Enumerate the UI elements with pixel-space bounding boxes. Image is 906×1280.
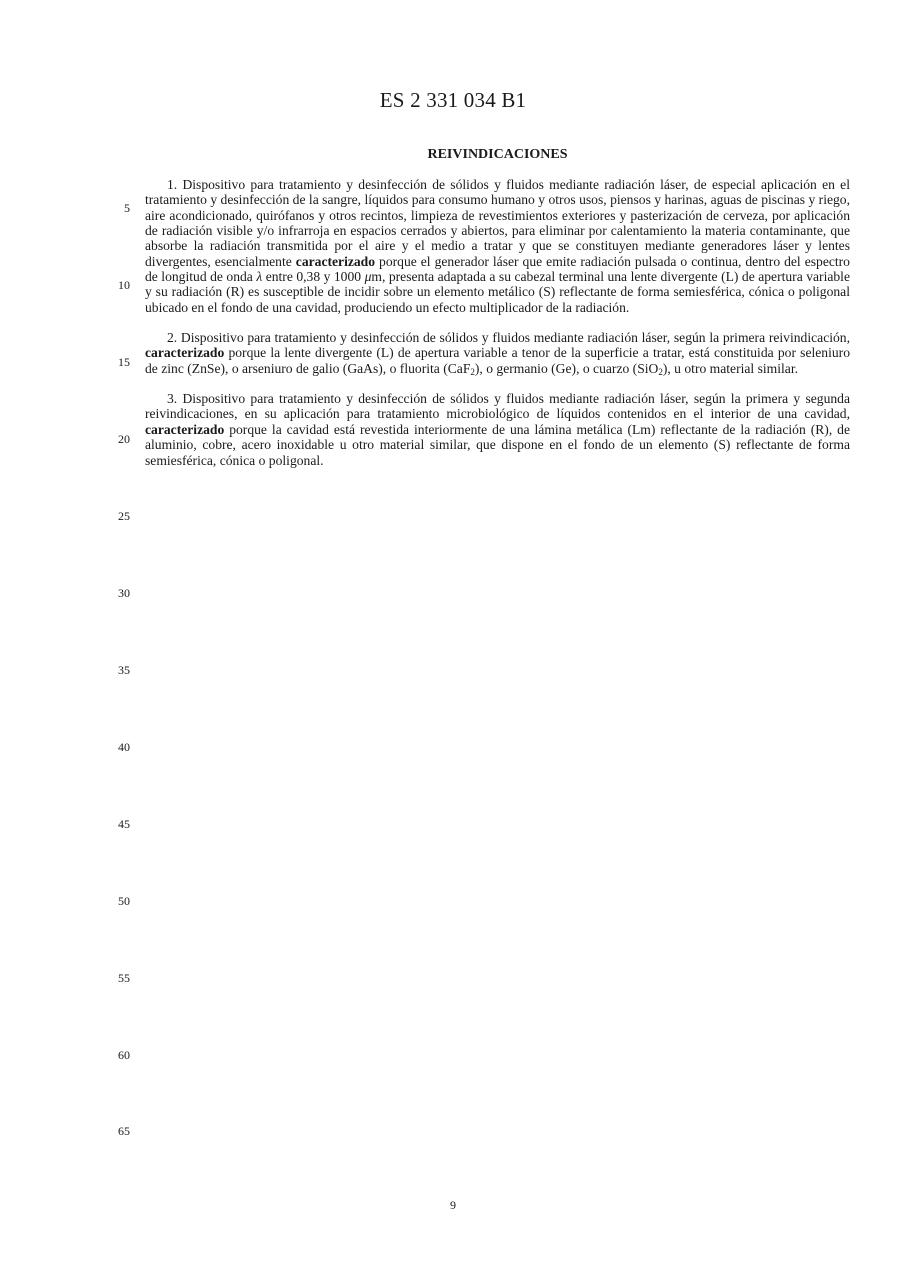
line-number: 10 <box>118 278 130 292</box>
line-number: 50 <box>118 894 130 908</box>
section-title: REIVINDICACIONES <box>427 147 568 162</box>
mu-symbol: μ <box>364 269 372 285</box>
claim-2-text: ), u otro material similar. <box>662 360 799 376</box>
line-number: 45 <box>118 817 130 831</box>
claim-2 <box>145 330 850 376</box>
claim-1 <box>145 177 850 315</box>
claims-body <box>145 177 850 483</box>
page-number: 9 <box>450 1198 456 1212</box>
claim-3-text: porque la cavidad está revestida interiormente de una lámina metálica (Lm) reflectante de la radiación (R), de aluminio, cobre, acero inoxidable u otro material similar, que dispone en el fondo de un elemento (S) reflectante de forma semiesférica, cónica o poligonal. <box>145 421 850 468</box>
claim-2-text: ), o germanio (Ge), o cuarzo (SiO <box>474 360 659 376</box>
claim-1-text: 1. Dispositivo para tratamiento y desinfección de sólidos y fluidos mediante radiación láser, de especial aplicación en el tratamiento y desinfección de la sangre, líquidos para consumo humano y otros usos, piensos y harinas, aguas de piscinas y riego, aire acondicionado, quirófanos y otros recintos, limpieza de revestimientos exteriores y pasterización de cerveza, por aplicación de radiación visible y/o infrarroja en espacios cerrados y abiertos, para eliminar por calentamiento la materia contaminante, que absorbe la radiación transmitida por el aire y el medio a tratar y que se constituyen mediante generadores láser y lentes divergentes, esencialmente <box>145 177 850 269</box>
line-number: 55 <box>118 971 130 985</box>
lambda-symbol: λ <box>256 269 263 285</box>
line-number: 15 <box>118 355 130 369</box>
subscript: 2 <box>470 366 475 377</box>
claim-1-text: entre 0,38 y 1000 <box>262 269 365 285</box>
line-number: 30 <box>118 586 130 600</box>
claim-3-keyword: caracterizado <box>145 421 225 437</box>
subscript: 2 <box>658 366 663 377</box>
claim-3 <box>145 391 850 468</box>
claim-3-text: 3. Dispositivo para tratamiento y desinfección de sólidos y fluidos mediante radiación láser, según la primera y segunda reivindicaciones, en su aplicación para tratamiento microbiológico de líquidos contenidos en el interior de una cavidad, <box>145 391 850 422</box>
line-number: 20 <box>118 432 130 446</box>
claim-1-keyword: caracterizado <box>295 253 376 269</box>
line-number: 65 <box>118 1124 130 1138</box>
claim-2-text: 2. Dispositivo para tratamiento y desinfección de sólidos y fluidos mediante radiación láser, según la primera reivindicación, <box>167 330 850 346</box>
claim-2-keyword: caracterizado <box>145 345 225 361</box>
line-number: 60 <box>118 1048 130 1062</box>
claim-1-text: m, presenta adaptada a su cabezal terminal una lente divergente (L) de apertura variable y su radiación (R) es susceptible de incidir sobre un elemento metálico (S) reflectante de forma semiesférica, cónica o poligonal ubicado en el fondo de una cavidad, produciendo un efecto multiplicador de la radiación. <box>145 269 850 315</box>
line-number: 25 <box>118 509 130 523</box>
publication-number: ES 2 331 034 B1 <box>379 88 527 112</box>
line-number: 5 <box>124 201 130 215</box>
line-number: 35 <box>118 663 130 677</box>
claim-1-text: porque el generador láser que emite radiación pulsada o continua, dentro del espectro de longitud de onda <box>145 253 850 285</box>
line-number: 40 <box>118 740 130 754</box>
claim-2-text: porque la lente divergente (L) de apertura variable a tenor de la superficie a tratar, está constituida por seleniuro de zinc (ZnSe), o arseniuro de galio (GaAs), o fluorita (CaF <box>145 345 850 376</box>
